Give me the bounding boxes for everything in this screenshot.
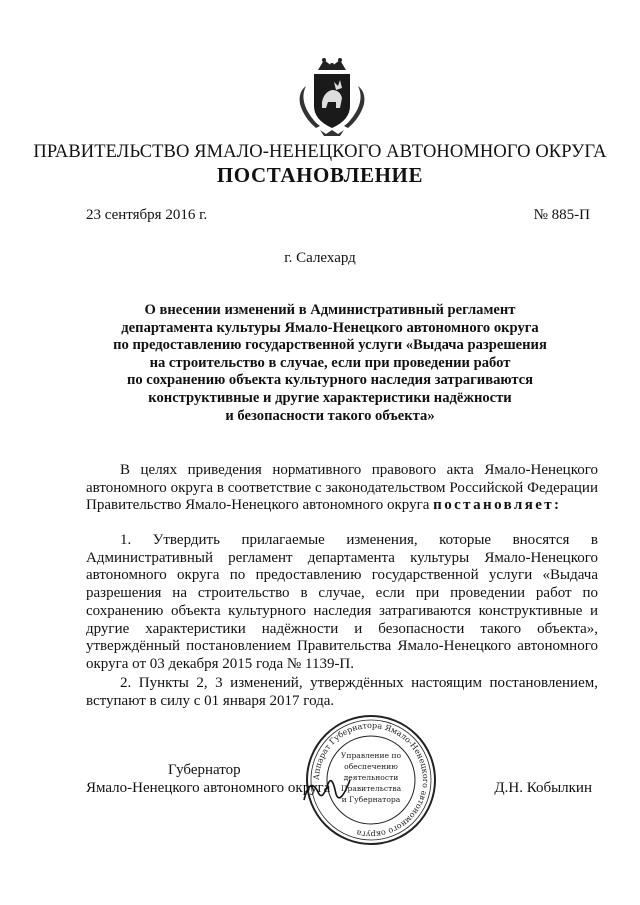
item-1-paragraph: 1. Утвердить прилагаемые изменения, которые вносятся в Административный регламент департамента культуры Ямало-Ненецкого автономного округа по предоставлению государственной услуги «Выдача разрешения на строительство в случае, если при проведении работ по сохранению объекта культурного наследия затрагиваются конструктивные и другие характеристики надёжности и безопасности такого объекта», утверждённый постановлением Правительства Ямало-Ненецкого автономного округа от 03 декабря 2015 года № 1139-П. bbox=[86, 532, 598, 672]
document-type-title: ПОСТАНОВЛЕНИЕ bbox=[216, 163, 424, 187]
signatory-region: Ямало-Ненецкого автономного округа bbox=[86, 780, 331, 796]
signatory-title: Губернатор bbox=[168, 762, 241, 778]
stamp-center-line: обеспечению bbox=[344, 762, 398, 771]
subject-line: на строительство в случае, если при проведении работ bbox=[149, 354, 511, 371]
subject-line: по предоставлению государственной услуги «Выдача разрешения bbox=[113, 337, 547, 354]
stamp-center-line: Правительства bbox=[340, 784, 402, 793]
document-number: № 885-П bbox=[533, 207, 590, 223]
item-2-paragraph: 2. Пункты 2, 3 изменений, утверждённых настоящим постановлением, вступают в силу с 01 января 2017 года. bbox=[86, 675, 598, 709]
subject-line: по сохранению объекта культурного наследия затрагиваются bbox=[126, 372, 534, 389]
subject-line: департамента культуры Ямало-Ненецкого автономного округа bbox=[121, 319, 539, 336]
organization-title: ПРАВИТЕЛЬСТВО ЯМАЛО-НЕНЕЦКОГО АВТОНОМНОГО ОКРУГА bbox=[33, 142, 607, 162]
stamp-center-line: деятельности bbox=[343, 773, 399, 782]
stamp-center-line: и Губернатора bbox=[341, 795, 401, 804]
decree-word: постановляет: bbox=[433, 497, 562, 514]
signatory-name: Д.Н. Кобылкин bbox=[494, 780, 592, 796]
document-subject bbox=[100, 302, 560, 425]
coat-of-arms-emblem bbox=[296, 56, 368, 138]
preamble-text: В целях приведения нормативного правового акта Ямало-Ненецкого автономного округа в соответствие с законодательством Российской Федерации Правительство Ямало-Ненецкого автономного округа bbox=[86, 462, 598, 514]
subject-line: и безопасности такого объекта» bbox=[225, 407, 435, 424]
handwritten-signature bbox=[300, 770, 360, 810]
stamp-center-line: Управление по bbox=[340, 751, 402, 760]
preamble-paragraph bbox=[86, 462, 598, 515]
subject-line: О внесении изменений в Административный регламент bbox=[144, 302, 516, 318]
document-place: г. Салехард bbox=[284, 250, 356, 266]
document-date: 23 сентября 2016 г. bbox=[86, 207, 208, 223]
subject-line: конструктивные и другие характеристики надёжности bbox=[148, 389, 512, 406]
stamp-ring-text: Аппарат Губернатора Ямало-Ненецкого автономного округа bbox=[311, 720, 431, 840]
